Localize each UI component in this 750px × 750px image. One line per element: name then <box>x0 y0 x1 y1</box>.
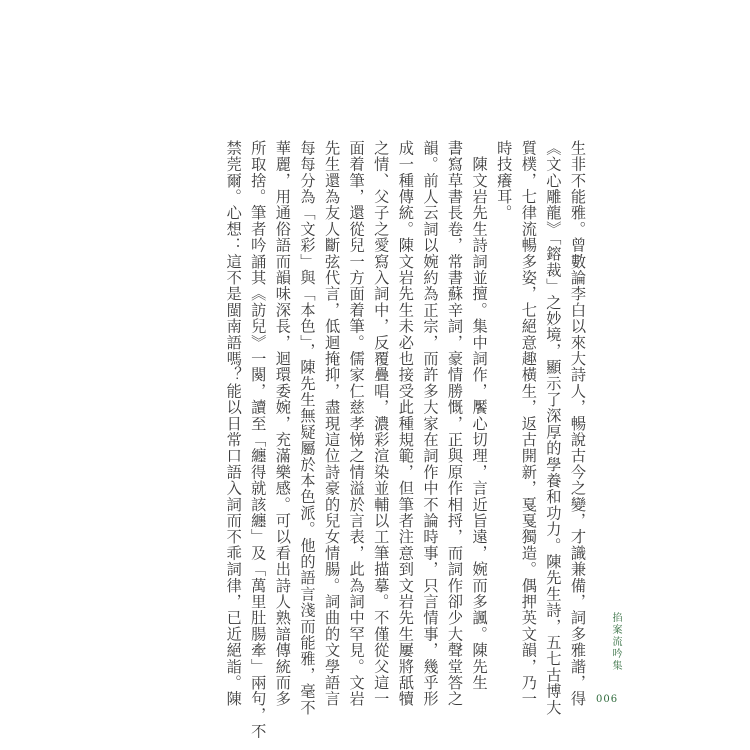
text-column: 書寫草書長卷，常書蘇辛詞，豪情勝慨，正與原作相捋，而詞作卻少大聲堂答之 <box>446 140 465 707</box>
vertical-text-body <box>221 140 590 740</box>
text-column: 面着筆，還從兒一方面着筆。儒家仁慈孝悌之情溢於言表，此為詞中罕見。文岩 <box>347 140 366 707</box>
text-column: 華麗，用通俗語而韻味深長，迴環委婉，充滿樂感。可以看出詩人熟諳傳統而多 <box>273 140 292 707</box>
text-column: 生非不能雅。曾數論李白以來大詩人，暢說古今之變，才識兼備，詞多雅諧，得 <box>569 140 587 707</box>
text-column: 所取捨。筆者吟誦其《訪兒》一闋，讀至「纏得就該纏」及「萬里肚腸牽」兩句，不 <box>249 140 268 740</box>
text-column: 時技癢耳。 <box>495 140 514 221</box>
text-column: 先生還為友人斷弦代言，低迴掩抑，盡現這位詩豪的兒女情腸。詞曲的文學語言 <box>323 140 342 707</box>
text-column: 陳文岩先生詩詞並擅。集中詞作，饜心切理，言近旨遠，婉而多諷。陳先生 <box>470 140 489 691</box>
text-column: 質樸，七律流暢多姿，七絕意趣橫生，返古開新，戛戛獨造。偶押英文韻，乃一 <box>519 140 538 707</box>
running-title: 掐案流吟集 <box>610 612 621 672</box>
text-column: 之情、父子之愛寫入詞中，反覆疊唱，濃彩渲染並輔以工筆描摹。不僅從父這一 <box>372 140 391 707</box>
text-column: 禁莞爾。心想：這不是閩南語嗎？能以日常口語入詞而不乖詞律，已近絕詣。陳 <box>224 140 243 707</box>
page-number: 006 <box>596 694 619 705</box>
text-column: 《文心雕龍》「鎔裁」之妙境，顯示了深厚的學養和功力。陳先生詩，五七古博大 <box>544 140 563 716</box>
text-column: 成一種傳統。陳文岩先生未必也接受此種規範，但筆者注意到文岩先生屢將舐犢 <box>396 140 415 707</box>
text-column: 韻。前人云詞以婉約為正宗，而許多大家在詞作中不論時事，只言情事，幾乎形 <box>421 140 440 707</box>
text-column: 每每分為「文彩」與「本色」，陳先生無疑屬於本色派。他的語言淺而能雅，毫不 <box>298 140 317 716</box>
